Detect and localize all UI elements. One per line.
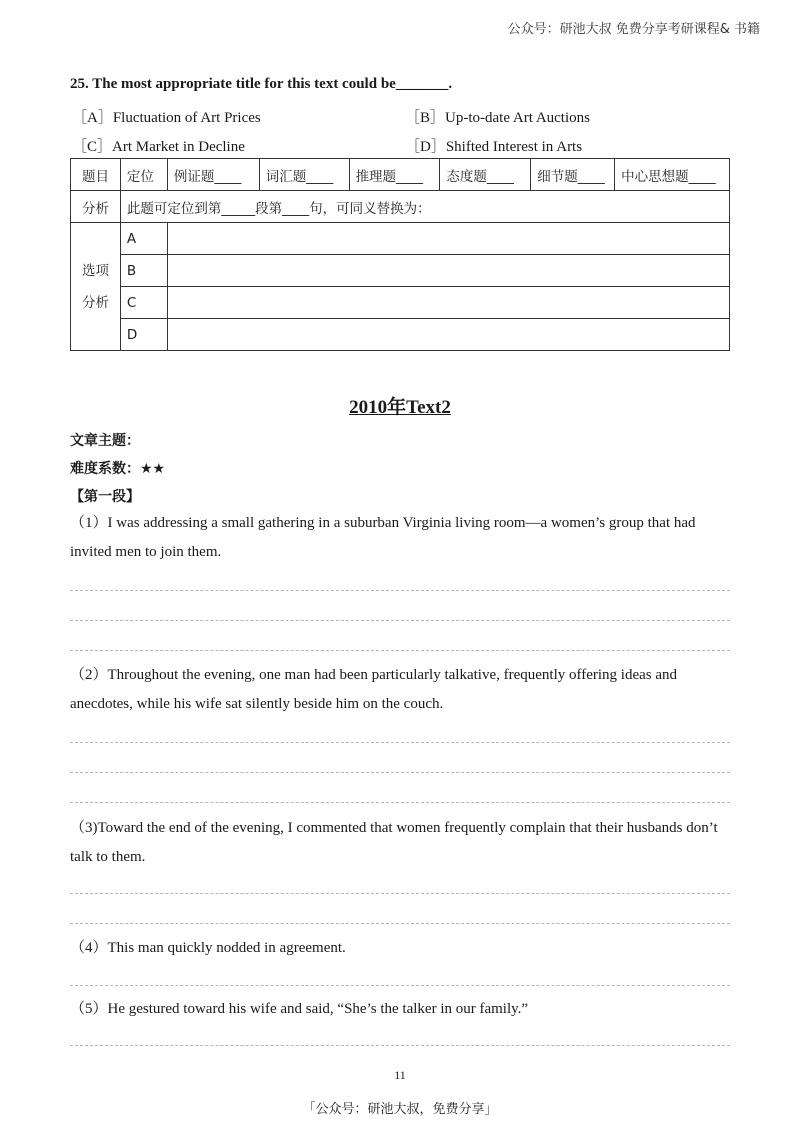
option-letter: D — [120, 319, 167, 351]
answer-line — [70, 893, 730, 894]
type-cell: 细节题____ — [531, 159, 615, 191]
option-answer-cell — [167, 287, 729, 319]
sentence-1: （1）I was addressing a small gathering in a suburban Virginia living room—a women’s group that had invited men to join them. — [70, 515, 696, 560]
option-d: ［D］Shifted Interest in Arts — [405, 139, 583, 155]
option-a: ［A］Fluctuation of Art Prices — [72, 110, 261, 126]
paragraph-label: 【第一段】 — [70, 489, 140, 505]
type-cell: 例证题____ — [167, 159, 259, 191]
theme-label: 文章主题： — [70, 433, 140, 449]
sentence-4: （4）This man quickly nodded in agreement. — [70, 940, 346, 956]
option-answer-cell — [167, 255, 729, 287]
analysis-table — [70, 158, 730, 351]
option-row — [71, 287, 730, 319]
answer-line — [70, 985, 730, 986]
sentence-3: （3)Toward the end of the evening, I commented that women frequently complain that their husbands don’t talk to them. — [70, 820, 718, 865]
answer-line — [70, 802, 730, 803]
answer-line — [70, 772, 730, 773]
question-title: 25. The most appropriate title for this text could be_______. — [70, 76, 453, 92]
option-b: ［B］Up-to-date Art Auctions — [405, 110, 590, 126]
options-analysis-label — [71, 223, 121, 351]
answer-line — [70, 650, 730, 651]
option-letter: C — [120, 287, 167, 319]
option-answer-cell — [167, 319, 729, 351]
header-watermark: 公众号：研池大叔 免费分享考研课程& 书籍 — [507, 22, 760, 37]
answer-line — [70, 620, 730, 621]
question-type-row — [71, 159, 730, 191]
footer-text: 「公众号：研池大叔，免费分享」 — [302, 1102, 498, 1117]
option-row — [71, 319, 730, 351]
section-title: 2010年Text2 — [349, 397, 451, 418]
option-letter: A — [120, 223, 167, 255]
difficulty-label: 难度系数：★★ — [70, 461, 166, 477]
type-cell: 中心思想题____ — [615, 159, 730, 191]
sentence-2: （2）Throughout the evening, one man had been particularly talkative, frequently offering ideas and anecdotes, while his wife sat silently beside him on the couch. — [70, 667, 678, 712]
option-row — [71, 255, 730, 287]
option-letter: B — [120, 255, 167, 287]
type-cell: 词汇题____ — [259, 159, 349, 191]
type-cell: 态度题____ — [440, 159, 531, 191]
type-cell: 题目 — [71, 159, 121, 191]
answer-line — [70, 1045, 730, 1046]
analysis-label: 分析 — [71, 191, 121, 223]
type-cell: 定位 — [120, 159, 167, 191]
type-cell: 推理题____ — [349, 159, 440, 191]
option-row — [71, 223, 730, 255]
options-label-line: 分析 — [81, 294, 109, 311]
option-answer-cell — [167, 223, 729, 255]
option-c: ［C］Art Market in Decline — [72, 139, 245, 155]
answer-line — [70, 923, 730, 924]
answer-line — [70, 590, 730, 591]
sentence-5: （5）He gestured toward his wife and said, “She’s the talker in our family.” — [70, 1001, 529, 1017]
location-row — [71, 191, 730, 223]
page-number: 11 — [394, 1068, 406, 1082]
options-label-line: 选项 — [81, 262, 109, 279]
answer-line — [70, 742, 730, 743]
location-text: 此题可定位到第_____段第____句，可同义替换为： — [120, 191, 729, 223]
